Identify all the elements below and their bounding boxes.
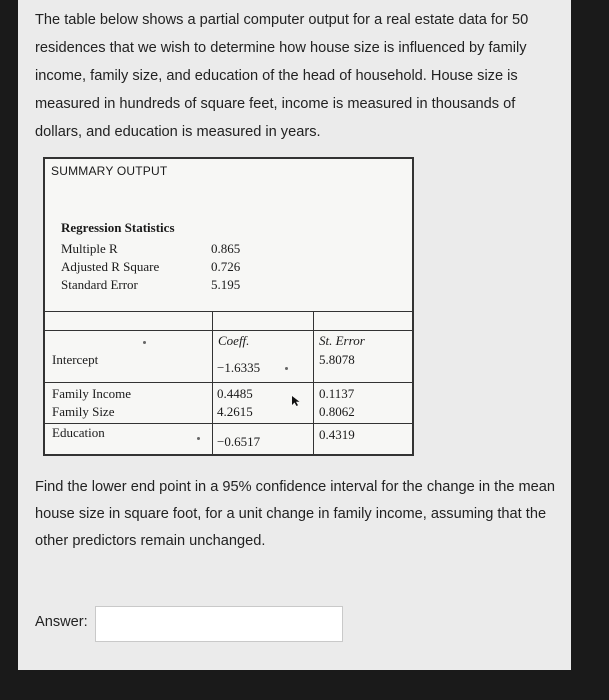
intro-paragraph: The table below shows a partial computer output for a real estate data for 50 residences that we wish to determine how house size is influenced by family income, family size, and education of the head of household. House size is measured in hundreds of square feet, income is measured in thousands of dollars, and education is measured in years. <box>35 12 529 140</box>
scan-dot <box>285 367 288 370</box>
st-error-header: St. Error <box>319 333 365 348</box>
intro-text <box>35 6 560 146</box>
column-divider <box>313 311 314 455</box>
family-size-coeff: 4.2615 <box>217 404 253 419</box>
pointer-icon <box>290 395 302 407</box>
standard-error-value: 5.195 <box>211 277 241 292</box>
summary-title: SUMMARY OUTPUT <box>51 164 168 178</box>
summary-output-table <box>43 157 414 456</box>
family-income-se: 0.1137 <box>319 386 355 401</box>
multiple-r-value: 0.865 <box>211 241 241 256</box>
table-divider <box>45 423 412 424</box>
multiple-r-label: Multiple R <box>61 241 118 256</box>
answer-label: Answer: <box>35 614 88 630</box>
family-income-label: Family Income <box>52 386 132 401</box>
regression-statistics-heading: Regression Statistics <box>61 220 175 235</box>
scan-dot <box>143 341 146 344</box>
table-divider <box>45 382 412 383</box>
question-paragraph: Find the lower end point in a 95% confidence interval for the change in the mean house size in square foot, for a unit change in family income, assuming that the other predictors remain unchanged. <box>35 479 556 549</box>
table-divider <box>45 330 412 331</box>
adjusted-r-square-label: Adjusted R Square <box>61 259 160 274</box>
answer-input[interactable] <box>95 606 343 642</box>
question-text <box>35 474 560 555</box>
table-divider <box>45 311 412 312</box>
scan-dot <box>197 437 200 440</box>
column-divider <box>212 311 213 455</box>
education-label: Education <box>52 425 105 440</box>
coeff-header: Coeff. <box>218 333 250 348</box>
adjusted-r-square-value: 0.726 <box>211 259 241 274</box>
intercept-coeff: −1.6335 <box>217 360 261 375</box>
family-size-se: 0.8062 <box>319 404 355 419</box>
education-coeff: −0.6517 <box>217 434 261 449</box>
family-size-label: Family Size <box>52 404 115 419</box>
intercept-label: Intercept <box>52 352 99 367</box>
standard-error-label: Standard Error <box>61 277 138 292</box>
intercept-se: 5.8078 <box>319 352 355 367</box>
family-income-coeff: 0.4485 <box>217 386 253 401</box>
education-se: 0.4319 <box>319 427 355 442</box>
